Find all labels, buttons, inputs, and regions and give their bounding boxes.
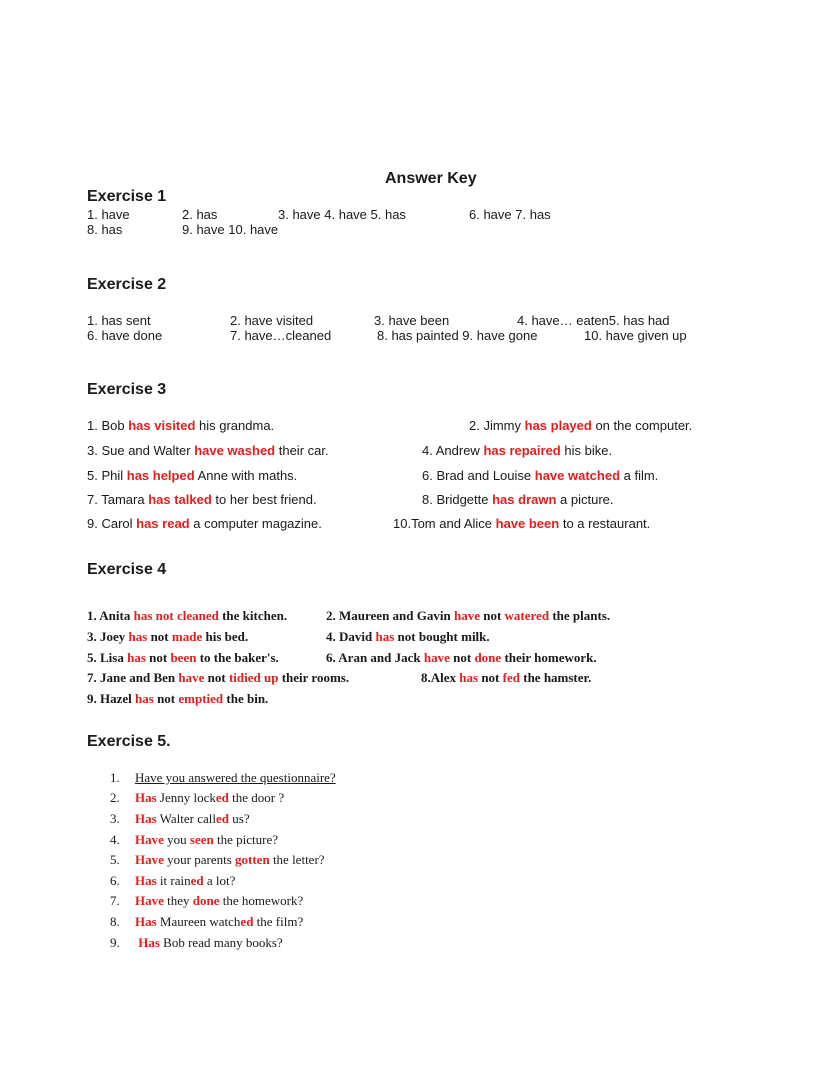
ex2-answer: 7. have…cleaned <box>230 328 332 343</box>
page-title: Answer Key <box>385 170 477 187</box>
ex3-item: 9. Carol has read a computer magazine. <box>87 516 322 531</box>
ex1-answer: 8. has <box>87 222 123 237</box>
ex4-item: 3. Joey has not made his bed. <box>87 629 249 644</box>
ex1-answer: 1. have <box>87 207 130 222</box>
ex4-item: 9. Hazel has not emptied the bin. <box>87 691 269 706</box>
ex3-item: 8. Bridgette has drawn a picture. <box>422 492 614 507</box>
ex4-item: 7. Jane and Ben have not tidied up their rooms. <box>87 670 350 685</box>
ex5-item: 3. Has Walter called us? <box>110 811 250 826</box>
ex3-item: 5. Phil has helped Anne with maths. <box>87 468 298 483</box>
ex5-item: 9. Has Bob read many books? <box>110 935 283 950</box>
exercise-2-heading: Exercise 2 <box>87 276 167 293</box>
ex5-item: 7. Have they done the homework? <box>110 893 304 908</box>
ex2-answer: 2. have visited <box>230 313 314 328</box>
ex3-item: 6. Brad and Louise have watched a film. <box>422 468 659 483</box>
ex4-item: 8.Alex has not fed the hamster. <box>421 670 592 685</box>
ex3-item: 10.Tom and Alice have been to a restaurant. <box>393 516 651 531</box>
ex5-item: 2. Has Jenny locked the door ? <box>110 790 285 805</box>
ex2-answer: 10. have given up <box>584 328 687 343</box>
ex5-item: 5. Have your parents gotten the letter? <box>110 852 325 867</box>
ex4-item: 2. Maureen and Gavin have not watered the plants. <box>326 608 611 623</box>
ex5-item: 6. Has it rained a lot? <box>110 873 236 888</box>
ex4-item: 1. Anita has not cleaned the kitchen. <box>87 608 288 623</box>
exercise-4-heading: Exercise 4 <box>87 561 167 578</box>
ex3-item: 7. Tamara has talked to her best friend. <box>87 492 317 507</box>
ex5-item: 4. Have you seen the picture? <box>110 832 278 847</box>
exercise-5-heading: Exercise 5. <box>87 733 171 750</box>
ex2-answer: 3. have been <box>374 313 450 328</box>
ex3-item: 1. Bob has visited his grandma. <box>87 418 275 433</box>
ex1-answer: 3. have 4. have 5. has <box>278 207 406 222</box>
ex2-answer: 8. has painted 9. have gone <box>377 328 538 343</box>
exercise-3-heading: Exercise 3 <box>87 381 167 398</box>
ex1-answer: 2. has <box>182 207 218 222</box>
ex5-item: 1. Have you answered the questionnaire? <box>110 770 336 785</box>
ex3-item: 3. Sue and Walter have washed their car. <box>87 443 329 458</box>
ex5-item: 8. Has Maureen watched the film? <box>110 914 304 929</box>
exercise-1-heading: Exercise 1 <box>87 188 167 205</box>
ex2-answer: 4. have… eaten5. has had <box>517 313 670 328</box>
ex1-answer: 6. have 7. has <box>469 207 551 222</box>
ex3-item: 4. Andrew has repaired his bike. <box>422 443 613 458</box>
ex4-item: 5. Lisa has not been to the baker's. <box>87 650 279 665</box>
ex3-item: 2. Jimmy has played on the computer. <box>469 418 693 433</box>
ex4-item: 4. David has not bought milk. <box>326 629 490 644</box>
ex2-answer: 6. have done <box>87 328 163 343</box>
ex4-item: 6. Aran and Jack have not done their homework. <box>326 650 597 665</box>
ex1-answer: 9. have 10. have <box>182 222 279 237</box>
ex2-answer: 1. has sent <box>87 313 151 328</box>
